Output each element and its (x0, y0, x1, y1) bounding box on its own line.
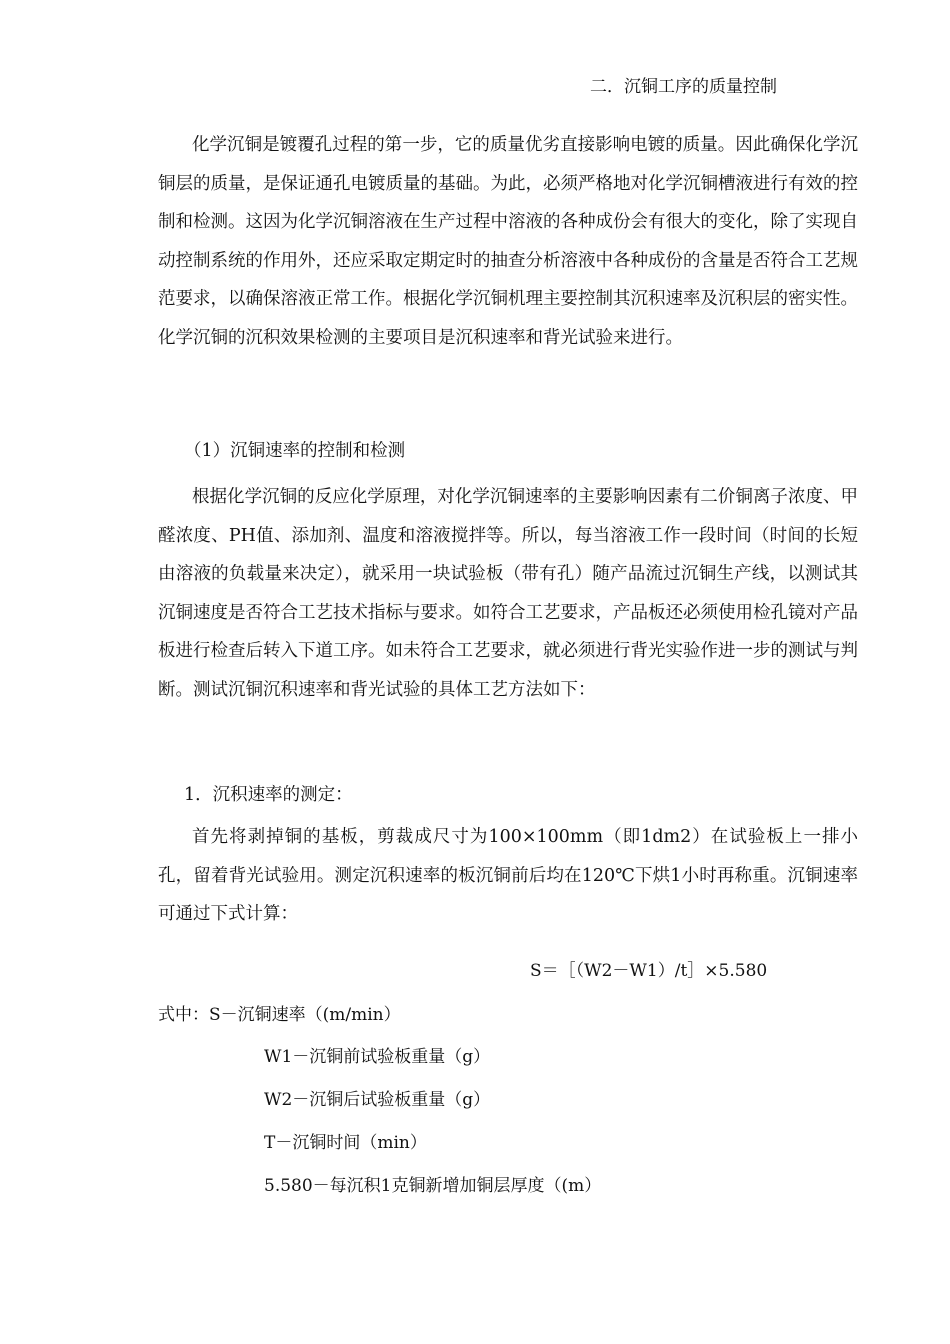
section-title: 二．沉铜工序的质量控制 (590, 77, 777, 97)
subsection-heading: （1）沉铜速率的控制和检测 (184, 441, 406, 461)
formula-legend-t: T－沉铜时间（min） (264, 1133, 427, 1153)
formula-legend-w1: W1－沉铜前试验板重量（g） (264, 1047, 491, 1067)
formula-legend-constant: 5.580－每沉积1克铜新增加铜层厚度（(m） (264, 1176, 602, 1196)
rate-formula: S＝［（W2－W1）/t］×5.580 (530, 961, 768, 981)
procedure-paragraph: 首先将剥掉铜的基板，剪裁成尺寸为100×100mm（即1dm2）在试验板上一排小孔，留着背光试验用。测定沉积速率的板沉铜前后均在120℃下烘1小时再称重。沉铜速率可通过下式计算： (158, 827, 858, 924)
formula-legend-w2: W2－沉铜后试验板重量（g） (264, 1090, 491, 1110)
step-heading: 1．沉积速率的测定： (184, 785, 353, 805)
rate-control-paragraph: 根据化学沉铜的反应化学原理，对化学沉铜速率的主要影响因素有二价铜离子浓度、甲醛浓度、PH值、添加剂、温度和溶液搅拌等。所以，每当溶液工作一段时间（时间的长短由溶液的负载量来决定），就采用一块试验板（带有孔）随产品流过沉铜生产线，以测试其沉铜速度是否符合工艺技术指标与要求。如符合工艺要求，产品板还必须使用检孔镜对产品板进行检查后转入下道工序。如未符合工艺要求，就必须进行背光实验作进一步的测试与判断。测试沉铜沉积速率和背光试验的具体工艺方法如下： (158, 487, 858, 700)
formula-legend-lead: 式中：S－沉铜速率（(m/min） (158, 1005, 401, 1025)
intro-paragraph: 化学沉铜是镀覆孔过程的第一步，它的质量优劣直接影响电镀的质量。因此确保化学沉铜层的质量，是保证通孔电镀质量的基础。为此，必须严格地对化学沉铜槽液进行有效的控制和检测。这因为化学沉铜溶液在生产过程中溶液的各种成份会有很大的变化，除了实现自动控制系统的作用外，还应采取定期定时的抽查分析溶液中各种成份的含量是否符合工艺规范要求，以确保溶液正常工作。根据化学沉铜机理主要控制其沉积速率及沉积层的密实性。化学沉铜的沉积效果检测的主要项目是沉积速率和背光试验来进行。 (158, 135, 858, 348)
